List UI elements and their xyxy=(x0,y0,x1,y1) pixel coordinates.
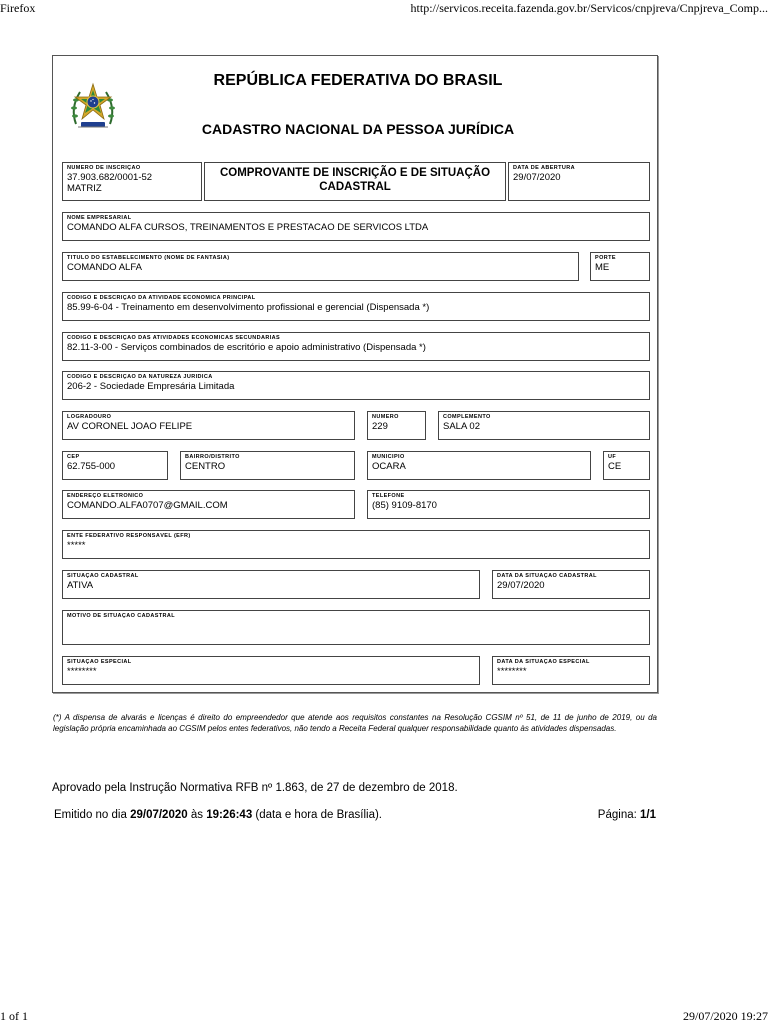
field-label: PORTE xyxy=(595,255,616,261)
emission-time: 19:26:43 xyxy=(206,809,253,821)
field-district xyxy=(180,451,355,480)
field-label: TÍTULO DO ESTABELECIMENTO (NOME DE FANTASIA) xyxy=(67,255,230,261)
field-label: ENDEREÇO ELETRÔNICO xyxy=(67,493,144,499)
field-label: CÓDIGO E DESCRIÇÃO DAS ATIVIDADES ECONÔMICAS SECUNDÁRIAS xyxy=(67,335,281,341)
field-efr xyxy=(62,530,650,559)
emission-date: 29/07/2020 xyxy=(130,809,188,821)
field-label: UF xyxy=(608,454,617,460)
field-main-activity xyxy=(62,292,650,321)
field-label: ENTE FEDERATIVO RESPONSÁVEL (EFR) xyxy=(67,533,191,539)
page-number xyxy=(598,809,656,821)
field-label: LOGRADOURO xyxy=(67,414,112,420)
field-state xyxy=(603,451,650,480)
field-label: DATA DE ABERTURA xyxy=(513,165,576,171)
brazil-coat-of-arms-icon xyxy=(66,80,120,134)
field-value: ******** xyxy=(67,666,97,677)
field-value: SALA 02 xyxy=(443,421,480,432)
field-label: SITUAÇÃO CADASTRAL xyxy=(67,573,139,579)
field-label: TELEFONE xyxy=(372,493,405,499)
comprovante-line-1: COMPROVANTE DE INSCRIÇÃO E DE SITUAÇÃO xyxy=(219,167,491,179)
field-city xyxy=(367,451,591,480)
field-label: NÚMERO DE INSCRIÇÃO xyxy=(67,165,141,171)
page-url: http://servicos.receita.fazenda.gov.br/Servicos/cnpjreva/Cnpjreva_Comp... xyxy=(410,1,768,15)
field-value: 62.755-000 xyxy=(67,461,116,472)
field-label: BAIRRO/DISTRITO xyxy=(185,454,240,460)
field-status xyxy=(62,570,480,599)
field-email xyxy=(62,490,355,519)
title-cnpj: CADASTRO NACIONAL DA PESSOA JURÍDICA xyxy=(201,121,515,137)
field-value: CE xyxy=(608,461,622,472)
field-zip xyxy=(62,451,168,480)
field-value: 82.11-3-00 - Serviços combinados de escritório e apoio administrativo (Dispensada *) xyxy=(67,342,426,353)
field-value: 229 xyxy=(372,421,388,432)
field-value: 206-2 - Sociedade Empresária Limitada xyxy=(67,381,235,392)
field-label: CÓDIGO E DESCRIÇÃO DA ATIVIDADE ECONÔMICA PRINCIPAL xyxy=(67,295,256,301)
field-street xyxy=(62,411,355,440)
field-value: OCARA xyxy=(372,461,406,472)
field-inscription xyxy=(62,162,202,201)
field-value: ***** xyxy=(67,540,86,551)
comprovante-title xyxy=(204,162,506,201)
emission-prefix: Emitido no dia xyxy=(54,809,131,821)
print-datetime: 29/07/2020 19:27 xyxy=(682,1009,768,1023)
comprovante-line-2: CADASTRAL xyxy=(319,181,391,193)
page-value: 1/1 xyxy=(640,809,656,821)
emission-line xyxy=(54,809,382,821)
field-special-status-date xyxy=(492,656,650,685)
field-status-date xyxy=(492,570,650,599)
browser-name: Firefox xyxy=(0,1,36,15)
field-label: CEP xyxy=(67,454,80,460)
footnote: (*) A dispensa de alvarás e licenças é direito do empreendedor que atende aos requisitos constantes na Resolução CGSIM nº 51, de 11 de junho de 2019, ou da legislação própria encaminhada ao CGSIM pelos entes federativos, não tendo a Receita Federal qualquer responsabilidade quanto às atividades dispensadas. xyxy=(53,713,657,733)
field-label: NÚMERO xyxy=(372,414,399,420)
field-value: ATIVA xyxy=(67,580,94,591)
field-special-status xyxy=(62,656,480,685)
approval-text: Aprovado pela Instrução Normativa RFB nº 1.863, de 27 de dezembro de 2018. xyxy=(52,782,458,794)
field-trade-name xyxy=(62,252,579,281)
field-label: DATA DA SITUAÇÃO ESPECIAL xyxy=(497,659,590,665)
title-republic: REPÚBLICA FEDERATIVA DO BRASIL xyxy=(213,72,503,89)
field-legal-nature xyxy=(62,371,650,400)
page-count: 1 of 1 xyxy=(0,1009,28,1023)
page-prefix: Página: xyxy=(597,809,640,821)
field-secondary-activities xyxy=(62,332,650,361)
field-label: COMPLEMENTO xyxy=(443,414,491,420)
field-value: 85.99-6-04 - Treinamento em desenvolvimento profissional e gerencial (Dispensada *) xyxy=(67,302,430,313)
field-value: COMANDO ALFA CURSOS, TREINAMENTOS E PRESTACAO DE SERVICOS LTDA xyxy=(67,222,429,233)
field-phone xyxy=(367,490,650,519)
field-value: ME xyxy=(595,262,610,273)
field-value: ******** xyxy=(497,666,527,677)
field-value: 29/07/2020 xyxy=(513,172,561,183)
field-value: AV CORONEL JOAO FELIPE xyxy=(67,421,193,432)
emission-suffix: (data e hora de Brasília). xyxy=(252,809,382,821)
field-size xyxy=(590,252,650,281)
field-complement xyxy=(438,411,650,440)
field-value: CENTRO xyxy=(185,461,226,472)
field-company-name xyxy=(62,212,650,241)
field-value: COMANDO.ALFA0707@GMAIL.COM xyxy=(67,500,228,511)
field-label: CÓDIGO E DESCRIÇÃO DA NATUREZA JURÍDICA xyxy=(67,374,213,380)
inscription-number: 37.903.682/0001-52 xyxy=(67,172,153,183)
field-label: DATA DA SITUAÇÃO CADASTRAL xyxy=(497,573,597,579)
field-label: SITUAÇÃO ESPECIAL xyxy=(67,659,132,665)
field-opening-date xyxy=(508,162,650,201)
field-value: 29/07/2020 xyxy=(497,580,545,591)
field-label: NOME EMPRESARIAL xyxy=(67,215,132,221)
field-status-reason xyxy=(62,610,650,645)
field-number xyxy=(367,411,426,440)
field-label: MUNICÍPIO xyxy=(372,454,405,460)
inscription-type: MATRIZ xyxy=(67,183,102,194)
emission-middle: às xyxy=(187,809,207,821)
field-label: MOTIVO DE SITUAÇÃO CADASTRAL xyxy=(67,613,176,619)
field-value: COMANDO ALFA xyxy=(67,262,142,273)
field-value: (85) 9109-8170 xyxy=(372,500,437,511)
